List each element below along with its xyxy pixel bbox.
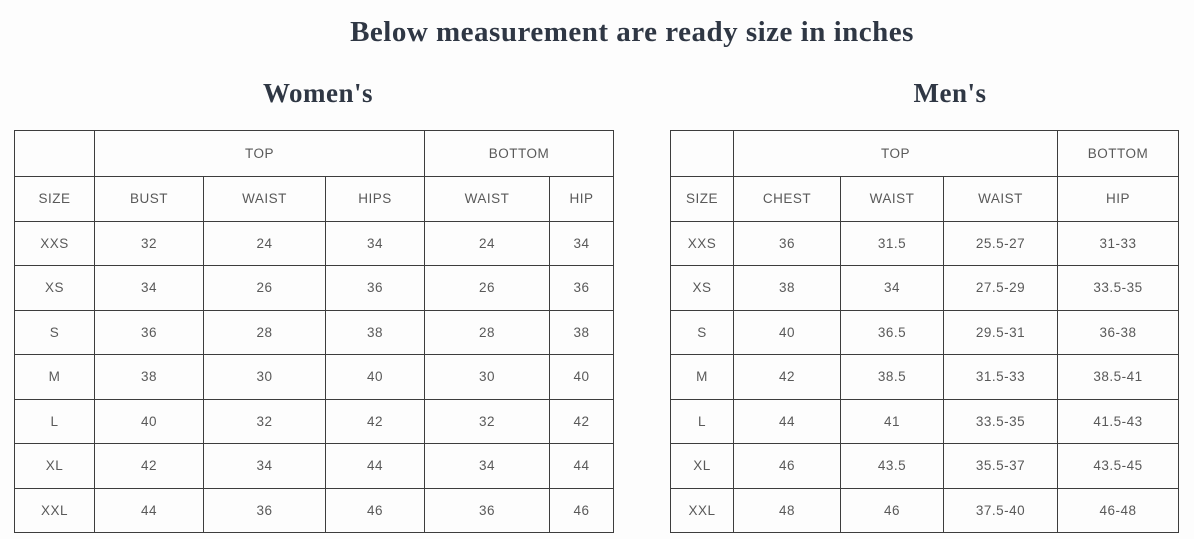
measurement-value-cell: 37.5-40 bbox=[944, 488, 1058, 533]
measurement-value-cell: 38 bbox=[95, 355, 204, 400]
mens-group-header-row bbox=[671, 131, 1179, 177]
measurement-value-cell: 26 bbox=[204, 266, 326, 311]
measurement-value-cell: 28 bbox=[425, 310, 550, 355]
measurement-value-cell: 36 bbox=[326, 266, 425, 311]
measurement-value-cell: 42 bbox=[95, 444, 204, 489]
table-row bbox=[15, 221, 614, 266]
measurement-value-cell: 38 bbox=[734, 266, 841, 311]
table-row bbox=[15, 399, 614, 444]
womens-column-header-row bbox=[15, 177, 614, 222]
size-label-cell: XL bbox=[15, 444, 95, 489]
table-row bbox=[15, 488, 614, 533]
size-label-cell: XXS bbox=[15, 221, 95, 266]
measurement-value-cell: 33.5-35 bbox=[944, 399, 1058, 444]
mens-bottom-group-header: BOTTOM bbox=[1058, 131, 1179, 177]
measurement-value-cell: 40 bbox=[734, 310, 841, 355]
size-label-cell: XS bbox=[15, 266, 95, 311]
measurement-value-cell: 44 bbox=[326, 444, 425, 489]
measurement-value-cell: 36 bbox=[204, 488, 326, 533]
measurement-value-cell: 43.5 bbox=[841, 444, 944, 489]
measurement-value-cell: 46 bbox=[734, 444, 841, 489]
womens-column-header-bust: BUST bbox=[95, 177, 204, 222]
mens-size-table bbox=[670, 130, 1179, 533]
womens-column-header-waist-top: WAIST bbox=[204, 177, 326, 222]
measurement-value-cell: 44 bbox=[734, 399, 841, 444]
measurement-value-cell: 33.5-35 bbox=[1058, 266, 1179, 311]
measurement-value-cell: 32 bbox=[425, 399, 550, 444]
measurement-value-cell: 36.5 bbox=[841, 310, 944, 355]
size-label-cell: S bbox=[671, 310, 734, 355]
measurement-value-cell: 34 bbox=[326, 221, 425, 266]
measurement-value-cell: 24 bbox=[204, 221, 326, 266]
measurement-value-cell: 34 bbox=[204, 444, 326, 489]
womens-table-body bbox=[15, 221, 614, 533]
measurement-value-cell: 34 bbox=[425, 444, 550, 489]
measurement-value-cell: 46-48 bbox=[1058, 488, 1179, 533]
womens-bottom-group-header: BOTTOM bbox=[425, 131, 614, 177]
measurement-value-cell: 32 bbox=[204, 399, 326, 444]
womens-top-group-header: TOP bbox=[95, 131, 425, 177]
measurement-value-cell: 46 bbox=[550, 488, 614, 533]
measurement-value-cell: 36 bbox=[550, 266, 614, 311]
mens-column-header-waist-top: WAIST bbox=[841, 177, 944, 222]
measurement-value-cell: 36 bbox=[734, 221, 841, 266]
measurement-value-cell: 31.5-33 bbox=[944, 355, 1058, 400]
measurement-value-cell: 41.5-43 bbox=[1058, 399, 1179, 444]
measurement-value-cell: 40 bbox=[95, 399, 204, 444]
measurement-value-cell: 29.5-31 bbox=[944, 310, 1058, 355]
womens-column-header-hips: HIPS bbox=[326, 177, 425, 222]
table-row bbox=[671, 399, 1179, 444]
measurement-value-cell: 34 bbox=[550, 221, 614, 266]
measurement-value-cell: 42 bbox=[550, 399, 614, 444]
measurement-value-cell: 40 bbox=[550, 355, 614, 400]
measurement-value-cell: 31.5 bbox=[841, 221, 944, 266]
table-row bbox=[15, 444, 614, 489]
mens-column-header-hip: HIP bbox=[1058, 177, 1179, 222]
table-row bbox=[671, 266, 1179, 311]
size-label-cell: XXL bbox=[15, 488, 95, 533]
measurement-value-cell: 30 bbox=[425, 355, 550, 400]
table-row bbox=[671, 355, 1179, 400]
measurement-value-cell: 26 bbox=[425, 266, 550, 311]
table-row bbox=[15, 266, 614, 311]
womens-column-header-waist-bottom: WAIST bbox=[425, 177, 550, 222]
size-label-cell: L bbox=[15, 399, 95, 444]
mens-column-header-size: SIZE bbox=[671, 177, 734, 222]
womens-group-header-row bbox=[15, 131, 614, 177]
womens-section-title: Women's bbox=[262, 78, 373, 108]
mens-section-title: Men's bbox=[913, 78, 987, 108]
table-row bbox=[15, 355, 614, 400]
womens-column-header-size: SIZE bbox=[15, 177, 95, 222]
table-row bbox=[671, 221, 1179, 266]
table-row bbox=[671, 444, 1179, 489]
measurement-value-cell: 38 bbox=[550, 310, 614, 355]
table-row bbox=[671, 488, 1179, 533]
size-label-cell: XL bbox=[671, 444, 734, 489]
measurement-value-cell: 43.5-45 bbox=[1058, 444, 1179, 489]
mens-blank-corner-cell bbox=[671, 131, 734, 177]
table-row bbox=[15, 310, 614, 355]
measurement-value-cell: 38.5-41 bbox=[1058, 355, 1179, 400]
page-title: Below measurement are ready size in inches bbox=[350, 16, 914, 48]
mens-top-group-header: TOP bbox=[734, 131, 1058, 177]
size-label-cell: XS bbox=[671, 266, 734, 311]
measurement-value-cell: 28 bbox=[204, 310, 326, 355]
measurement-value-cell: 31-33 bbox=[1058, 221, 1179, 266]
measurement-value-cell: 35.5-37 bbox=[944, 444, 1058, 489]
measurement-value-cell: 27.5-29 bbox=[944, 266, 1058, 311]
measurement-value-cell: 44 bbox=[95, 488, 204, 533]
size-label-cell: S bbox=[15, 310, 95, 355]
womens-blank-corner-cell bbox=[15, 131, 95, 177]
size-label-cell: L bbox=[671, 399, 734, 444]
size-label-cell: XXL bbox=[671, 488, 734, 533]
size-label-cell: XXS bbox=[671, 221, 734, 266]
measurement-value-cell: 36 bbox=[95, 310, 204, 355]
measurement-value-cell: 38.5 bbox=[841, 355, 944, 400]
mens-column-header-chest: CHEST bbox=[734, 177, 841, 222]
womens-size-table bbox=[14, 130, 614, 533]
womens-column-header-hip: HIP bbox=[550, 177, 614, 222]
measurement-value-cell: 25.5-27 bbox=[944, 221, 1058, 266]
mens-column-header-row bbox=[671, 177, 1179, 222]
measurement-value-cell: 34 bbox=[841, 266, 944, 311]
measurement-value-cell: 46 bbox=[326, 488, 425, 533]
measurement-value-cell: 34 bbox=[95, 266, 204, 311]
mens-column-header-waist-bottom: WAIST bbox=[944, 177, 1058, 222]
measurement-value-cell: 36 bbox=[425, 488, 550, 533]
measurement-value-cell: 46 bbox=[841, 488, 944, 533]
table-row bbox=[671, 310, 1179, 355]
measurement-value-cell: 30 bbox=[204, 355, 326, 400]
measurement-value-cell: 36-38 bbox=[1058, 310, 1179, 355]
measurement-value-cell: 32 bbox=[95, 221, 204, 266]
size-label-cell: M bbox=[15, 355, 95, 400]
measurement-value-cell: 40 bbox=[326, 355, 425, 400]
measurement-value-cell: 48 bbox=[734, 488, 841, 533]
measurement-value-cell: 24 bbox=[425, 221, 550, 266]
measurement-value-cell: 38 bbox=[326, 310, 425, 355]
measurement-value-cell: 42 bbox=[326, 399, 425, 444]
mens-table-body bbox=[671, 221, 1179, 533]
measurement-value-cell: 44 bbox=[550, 444, 614, 489]
measurement-value-cell: 42 bbox=[734, 355, 841, 400]
size-label-cell: M bbox=[671, 355, 734, 400]
measurement-value-cell: 41 bbox=[841, 399, 944, 444]
